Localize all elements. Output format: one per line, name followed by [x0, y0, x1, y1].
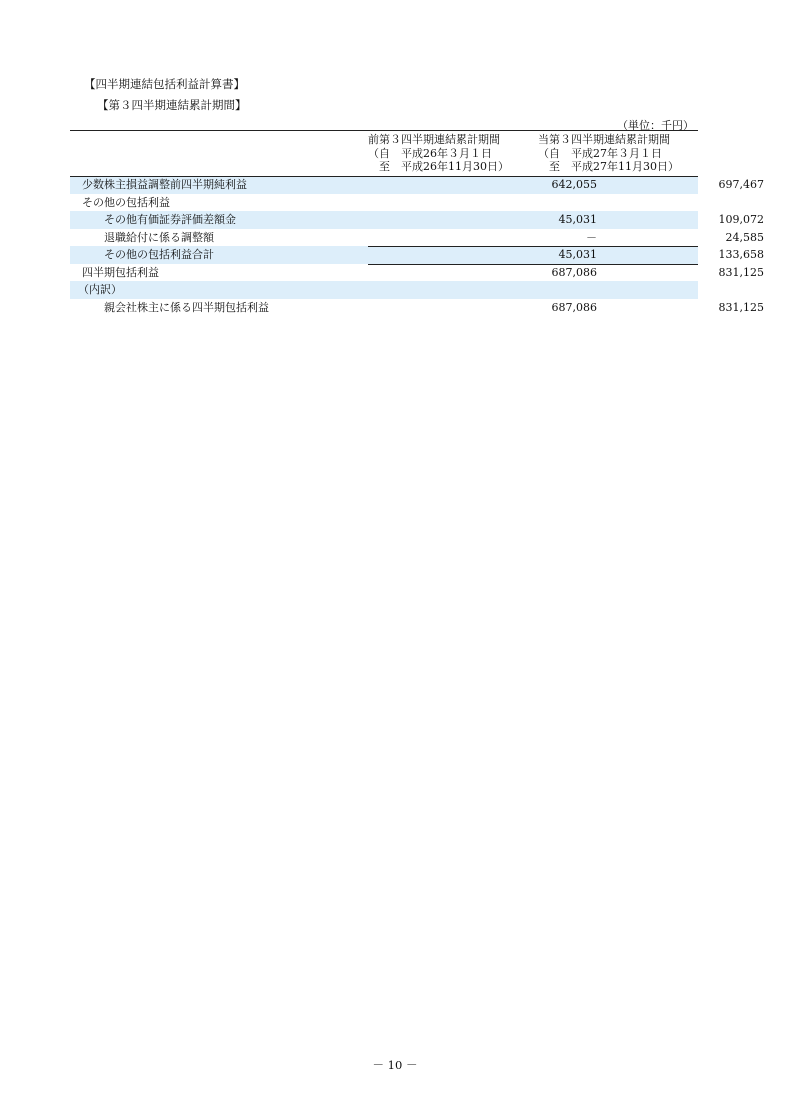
header-bottom-rule — [70, 176, 698, 177]
table-row — [70, 281, 698, 299]
period-subtitle: 【第３四半期連結累計期間】 — [97, 98, 247, 112]
table-row — [70, 264, 764, 282]
current-value: 831,125 — [718, 300, 764, 314]
prior-value: － — [586, 230, 597, 244]
current-value: 831,125 — [718, 265, 764, 279]
column-header-line: 至 平成27年11月30日） — [538, 160, 679, 173]
statement-title: 【四半期連結包括利益計算書】 — [84, 77, 245, 91]
prior-value: 642,055 — [551, 178, 597, 191]
comprehensive-income-table — [70, 176, 764, 316]
current-value: 697,467 — [718, 178, 764, 191]
column-header-line: 至 平成26年11月30日） — [368, 160, 509, 173]
table-row — [70, 211, 764, 229]
row-label: 少数株主損益調整前四半期純利益 — [82, 178, 247, 191]
column-header-current-period — [538, 133, 698, 174]
table-top-rule — [70, 130, 698, 131]
current-value: 109,072 — [718, 213, 764, 226]
current-value: 133,658 — [718, 248, 764, 261]
page-number: － 10 － — [372, 1058, 418, 1072]
row-label: その他の包括利益 — [82, 195, 170, 209]
table-row — [70, 229, 764, 247]
row-label: その他有価証券評価差額金 — [104, 213, 236, 226]
table-row — [70, 246, 764, 264]
prior-value: 687,086 — [551, 265, 597, 279]
column-header-line: 前第３四半期連結累計期間 — [368, 133, 500, 146]
column-header-line: （自 平成26年３月１日 — [368, 146, 492, 160]
subtotal-rule — [368, 246, 698, 247]
row-label: その他の包括利益合計 — [104, 248, 214, 261]
prior-value: 45,031 — [558, 213, 597, 226]
total-rule — [368, 264, 698, 265]
prior-value: 45,031 — [558, 248, 597, 261]
table-row — [70, 299, 764, 317]
current-value: 24,585 — [725, 230, 764, 244]
table-row — [70, 194, 698, 212]
row-label: （内訳） — [78, 283, 122, 296]
row-label: 四半期包括利益 — [82, 265, 159, 279]
row-label: 退職給付に係る調整額 — [104, 230, 214, 244]
table-row — [70, 176, 764, 194]
unit-label: （単位：千円） — [617, 119, 694, 132]
row-label: 親会社株主に係る四半期包括利益 — [104, 300, 269, 314]
prior-value: 687,086 — [551, 300, 597, 314]
column-header-line: （自 平成27年３月１日 — [538, 146, 662, 160]
column-header-line: 当第３四半期連結累計期間 — [538, 133, 670, 146]
column-header-prior-period — [368, 133, 528, 174]
